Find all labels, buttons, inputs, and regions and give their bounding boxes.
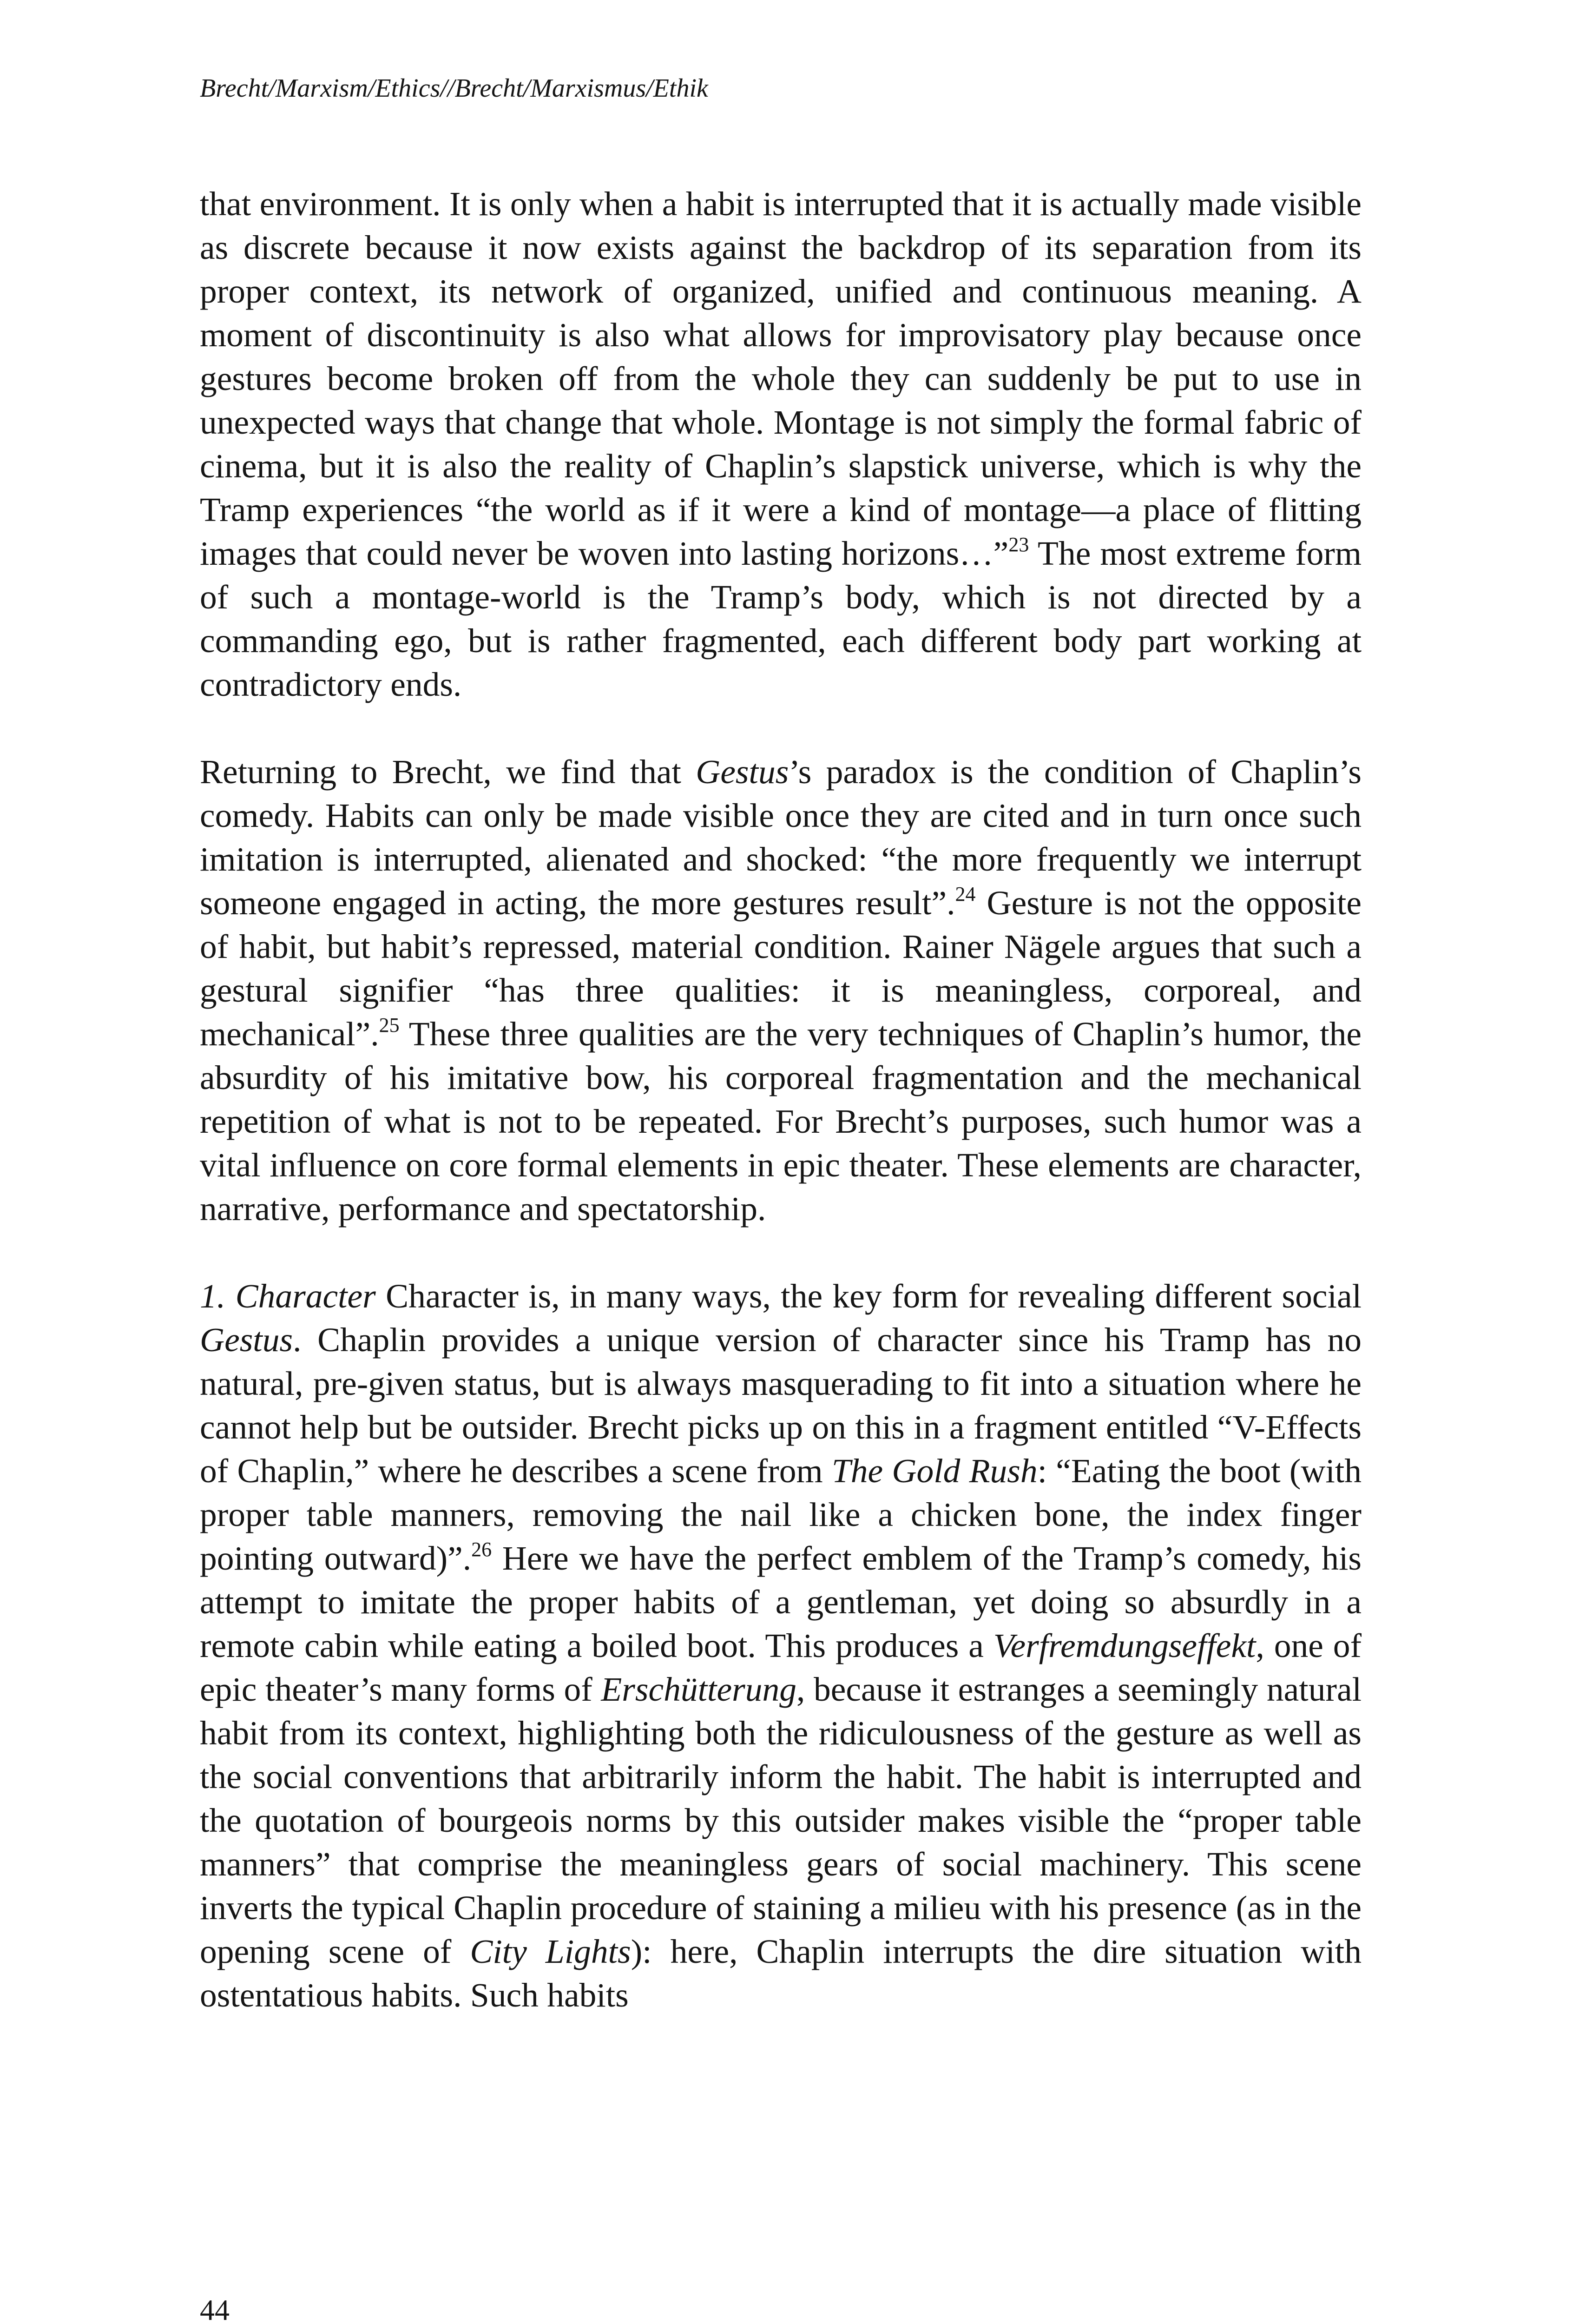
- italic-term: Erschütterung: [601, 1670, 796, 1708]
- paragraph-2-text: Returning to Brecht, we find that: [200, 753, 696, 791]
- film-title: The Gold Rush: [831, 1452, 1038, 1490]
- italic-term: Gestus: [200, 1321, 293, 1359]
- paragraph-2-text: Gesture is not the opposite of habit, but habit’s repressed, material condition. Rainer Nägele argues that such a gestural signifier “has three qualities: it is meaningless, corporeal, and mechanical”.: [200, 884, 1362, 1053]
- paragraph-3-text: Here we have the perfect emblem of the Tramp’s comedy, his attempt to imitate the proper habits of a gentleman, yet doing so absurdly in a remote cabin while eating a boiled boot. This produces a: [200, 1539, 1362, 1664]
- running-head: Brecht/Marxism/Ethics//Brecht/Marxismus/Ethik: [200, 74, 708, 103]
- paragraph-3-text: , because it estranges a seemingly natural habit from its context, highlighting both the ridiculousness of the gesture as well as the social conventions that arbitrarily inform the habit. The habit is interrupted and the quotation of bourgeois norms by this outsider makes visible the “proper table manners” that comprise the meaningless gears of social machinery. This scene inverts the typical Chaplin procedure of staining a milieu with his presence (as in the opening scene of: [200, 1670, 1362, 1970]
- page-number: 44: [200, 2293, 230, 2324]
- section-heading-character: 1. Character: [200, 1277, 376, 1315]
- paragraph-1: [200, 182, 1362, 706]
- paragraph-3-text: , one of epic theater’s many forms of: [200, 1627, 1362, 1708]
- footnote-ref-24: 24: [955, 882, 976, 905]
- paragraph-3: [200, 1274, 1362, 2017]
- paragraph-2-text: ’s paradox is the condition of Chaplin’s comedy. Habits can only be made visible once they are cited and in turn once such imitation is interrupted, alienated and shocked: “the more frequently we interrupt someone engaged in acting, the more gestures result”.: [200, 753, 1362, 922]
- paragraph-3-text: ): here, Chaplin interrupts the dire situation with ostentatious habits. Such habits: [200, 1933, 1362, 2014]
- body-text: [200, 182, 1362, 2017]
- paragraph-3-text: Character is, in many ways, the key form for revealing different social: [375, 1277, 1362, 1315]
- italic-term: Verfremdungseffekt: [993, 1627, 1256, 1664]
- paragraph-1-text: that environment. It is only when a habit is interrupted that it is actually made visible as discrete because it now exists against the backdrop of its separation from its proper context, its network of organized, unified and continuous meaning. A moment of discontinuity is also what allows for improvisatory play because once gestures become broken off from the whole they can suddenly be put to use in unexpected ways that change that whole. Montage is not simply the formal fabric of cinema, but it is also the reality of Chaplin’s slapstick universe, which is why the Tramp experiences “the world as if it were a kind of montage—a place of flitting images that could never be woven into lasting horizons…”: [200, 185, 1362, 572]
- italic-term: Gestus: [696, 753, 789, 791]
- paragraph-1-text: The most extreme form of such a montage-world is the Tramp’s body, which is not directed by a commanding ego, but is rather fragmented, each different body part working at contradictory ends.: [200, 535, 1362, 703]
- footnote-ref-26: 26: [471, 1538, 492, 1561]
- paragraph-3-text: : “Eating the boot (with proper table manners, removing the nail like a chicken bone, the index finger pointing outward)”.: [200, 1452, 1362, 1577]
- paragraph-3-text: . Chaplin provides a unique version of character since his Tramp has no natural, pre-given status, but is always masquerading to fit into a situation where he cannot help but be outsider. Brecht picks up on this in a fragment entitled “V-Effects of Chaplin,” where he describes a scene from: [200, 1321, 1362, 1490]
- paragraph-2-text: These three qualities are the very techniques of Chaplin’s humor, the absurdity of his imitative bow, his corporeal fragmentation and the mechanical repetition of what is not to be repeated. For Brecht’s purposes, such humor was a vital influence on core formal elements in epic theater. These elements are character, narrative, performance and spectatorship.: [200, 1015, 1362, 1228]
- footnote-ref-25: 25: [379, 1013, 400, 1037]
- film-title: City Lights: [470, 1933, 631, 1970]
- paragraph-2: [200, 750, 1362, 1231]
- footnote-ref-23: 23: [1008, 533, 1029, 556]
